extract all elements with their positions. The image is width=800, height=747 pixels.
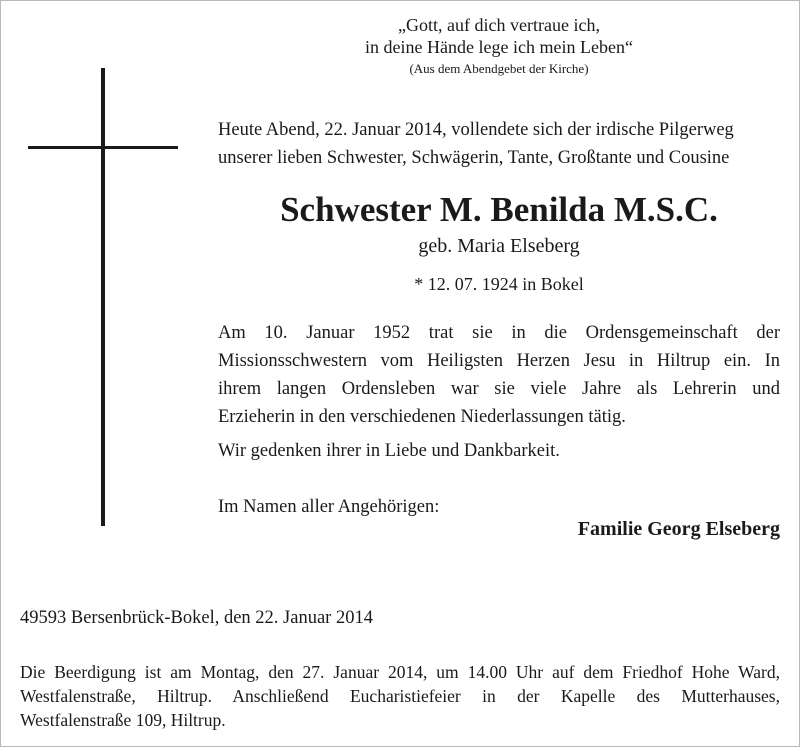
funeral-info <box>20 660 780 732</box>
signature-intro: Im Namen aller Angehörigen: <box>218 497 440 517</box>
biography-line: Missionsschwestern vom Heiligsten Herzen Jesu in Hiltrup ein. In <box>218 351 780 371</box>
biography-line: Erzieherin in den verschiedenen Niederlassungen tätig. <box>218 407 626 427</box>
intro-line-1: Heute Abend, 22. Januar 2014, vollendete sich der irdische Pilgerweg <box>218 120 734 140</box>
intro-line-2: unserer lieben Schwester, Schwägerin, Tante, Großtante und Cousine <box>218 148 730 168</box>
funeral-line: Westfalenstraße, Hiltrup. Anschließend Eucharistiefeier in der Kapelle des Mutterhauses, <box>20 686 780 706</box>
birth-date: * 12. 07. 1924 in Bokel <box>414 274 584 294</box>
cross-icon <box>101 68 105 526</box>
cross-icon-crossbar <box>28 146 178 149</box>
bible-quote <box>218 14 780 78</box>
remembrance-text: Wir gedenken ihrer in Liebe und Dankbarkeit. <box>218 441 560 461</box>
place-date: 49593 Bersenbrück-Bokel, den 22. Januar 2014 <box>20 608 373 628</box>
intro-text <box>218 116 780 172</box>
deceased-name: Schwester M. Benilda M.S.C. <box>280 190 718 229</box>
funeral-line: Die Beerdigung ist am Montag, den 27. Januar 2014, um 14.00 Uhr auf dem Friedhof Hohe Ward, <box>20 662 780 682</box>
birth-name: geb. Maria Elseberg <box>418 235 580 257</box>
biography-line: ihrem langen Ordensleben war sie viele Jahre als Lehrerin und <box>218 379 780 399</box>
quote-source: (Aus dem Abendgebet der Kirche) <box>409 61 589 76</box>
funeral-line: Westfalenstraße 109, Hiltrup. <box>20 710 226 730</box>
biography-line: Am 10. Januar 1952 trat sie in die Ordensgemeinschaft der <box>218 323 780 343</box>
biography <box>218 319 780 431</box>
quote-line-1: „Gott, auf dich vertraue ich, <box>398 15 600 35</box>
signature-family: Familie Georg Elseberg <box>577 518 780 540</box>
quote-line-2: in deine Hände lege ich mein Leben“ <box>365 37 633 57</box>
